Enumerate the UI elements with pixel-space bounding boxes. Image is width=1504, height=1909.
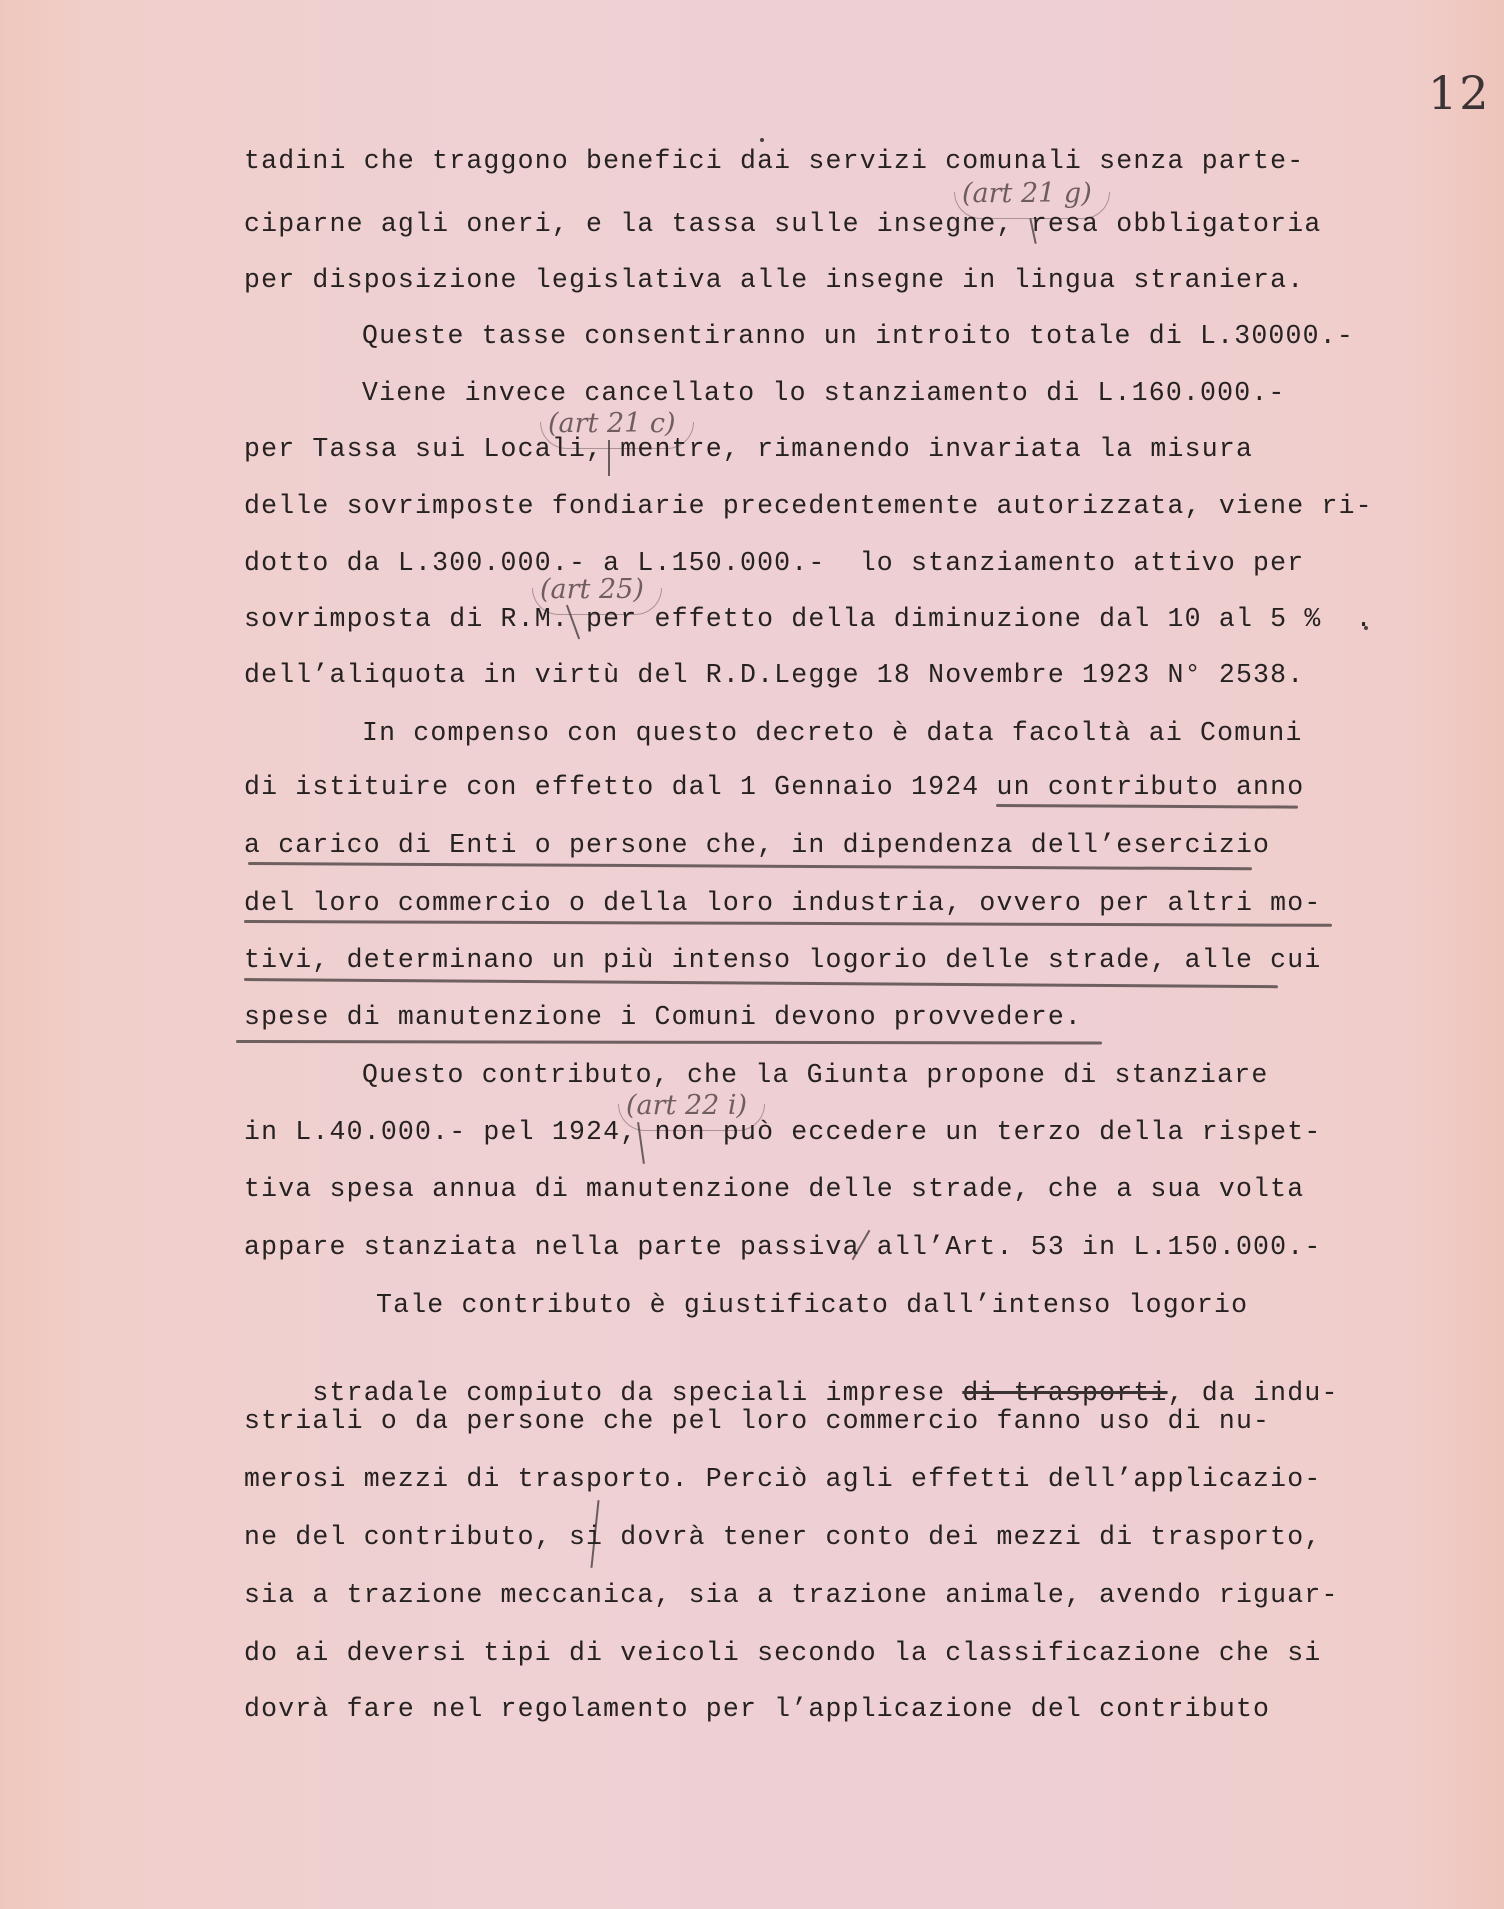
handwritten-annotation: (art 21 c) [548,408,676,439]
underline-mark [236,1040,1102,1045]
page-number: 12 [1428,66,1491,120]
text-line: striali o da persone che pel loro commercio fanno uso di nu- [244,1406,1271,1436]
text-line: Tale contributo è giustificato dall’intenso logorio [376,1290,1249,1320]
text-line: do ai deversi tipi di veicoli secondo la classificazione che si [244,1638,1322,1668]
text-line: ne del contributo, si dovrà tener conto dei mezzi di trasporto, [244,1522,1322,1552]
text-line: dovrà fare nel regolamento per l’applicazione del contributo [244,1694,1271,1724]
text-line: tiva spesa annua di manutenzione delle strade, che a sua volta [244,1174,1305,1204]
text-line: del loro commercio o della loro industria, ovvero per altri mo- [244,888,1322,918]
text-line: Viene invece cancellato lo stanziamento di L.160.000.- [362,378,1286,408]
handwritten-annotation: (art 22 i) [626,1090,748,1121]
text-line: Questo contributo, che la Giunta propone di stanziare [362,1060,1269,1090]
text-segment: stradale compiuto da speciali imprese [312,1378,963,1408]
handwritten-annotation: (art 21 g) [962,178,1092,209]
text-line: ciparne agli oneri, e la tassa sulle insegne, resa obbligatoria [244,209,1322,239]
struck-text: di trasporti [962,1378,1168,1408]
text-line: dotto da L.300.000.- a L.150.000.- lo stanziamento attivo per [244,548,1305,578]
underline-mark [244,978,1278,988]
text-line: per Tassa sui Locali, mentre, rimanendo invariata la misura [244,434,1254,464]
text-line: a carico di Enti o persone che, in dipendenza dell’esercizio [244,830,1271,860]
handwritten-annotation: (art 25) [540,574,644,605]
underline-mark [248,862,1252,870]
underline-mark [996,804,1298,809]
text-line: sia a trazione meccanica, sia a trazione animale, avendo riguar- [244,1580,1339,1610]
text-line: tivi, determinano un più intenso logorio delle strade, alle cui [244,945,1322,975]
text-segment: , da indu- [1167,1378,1339,1408]
text-line: Queste tasse consentiranno un introito totale di L.30000.- [362,321,1354,351]
text-line: di istituire con effetto dal 1 Gennaio 1924 un contributo anno [244,772,1305,802]
text-line: spese di manutenzione i Comuni devono provvedere. [244,1002,1083,1032]
text-line: merosi mezzi di trasporto. Perciò agli effetti dell’applicazio- [244,1464,1322,1494]
text-line: in L.40.000.- pel 1924, non può eccedere un terzo della rispet- [244,1117,1322,1147]
text-line: tadini che traggono benefici dai servizi comunali senza parte- [244,146,1305,176]
ink-dot [760,138,764,142]
text-line: dell’aliquota in virtù del R.D.Legge 18 Novembre 1923 N° 2538. [244,660,1305,690]
text-line: per disposizione legislativa alle insegne in lingua straniera. [244,265,1305,295]
text-line: sovrimposta di R.M. per effetto della diminuzione dal 10 al 5 % . [244,604,1373,634]
underline-mark [244,920,1332,927]
text-line: In compenso con questo decreto è data facoltà ai Comuni [362,718,1303,748]
text-line: delle sovrimposte fondiarie precedentemente autorizzata, viene ri- [244,491,1373,521]
text-line: appare stanziata nella parte passiva all’Art. 53 in L.150.000.- [244,1232,1322,1262]
